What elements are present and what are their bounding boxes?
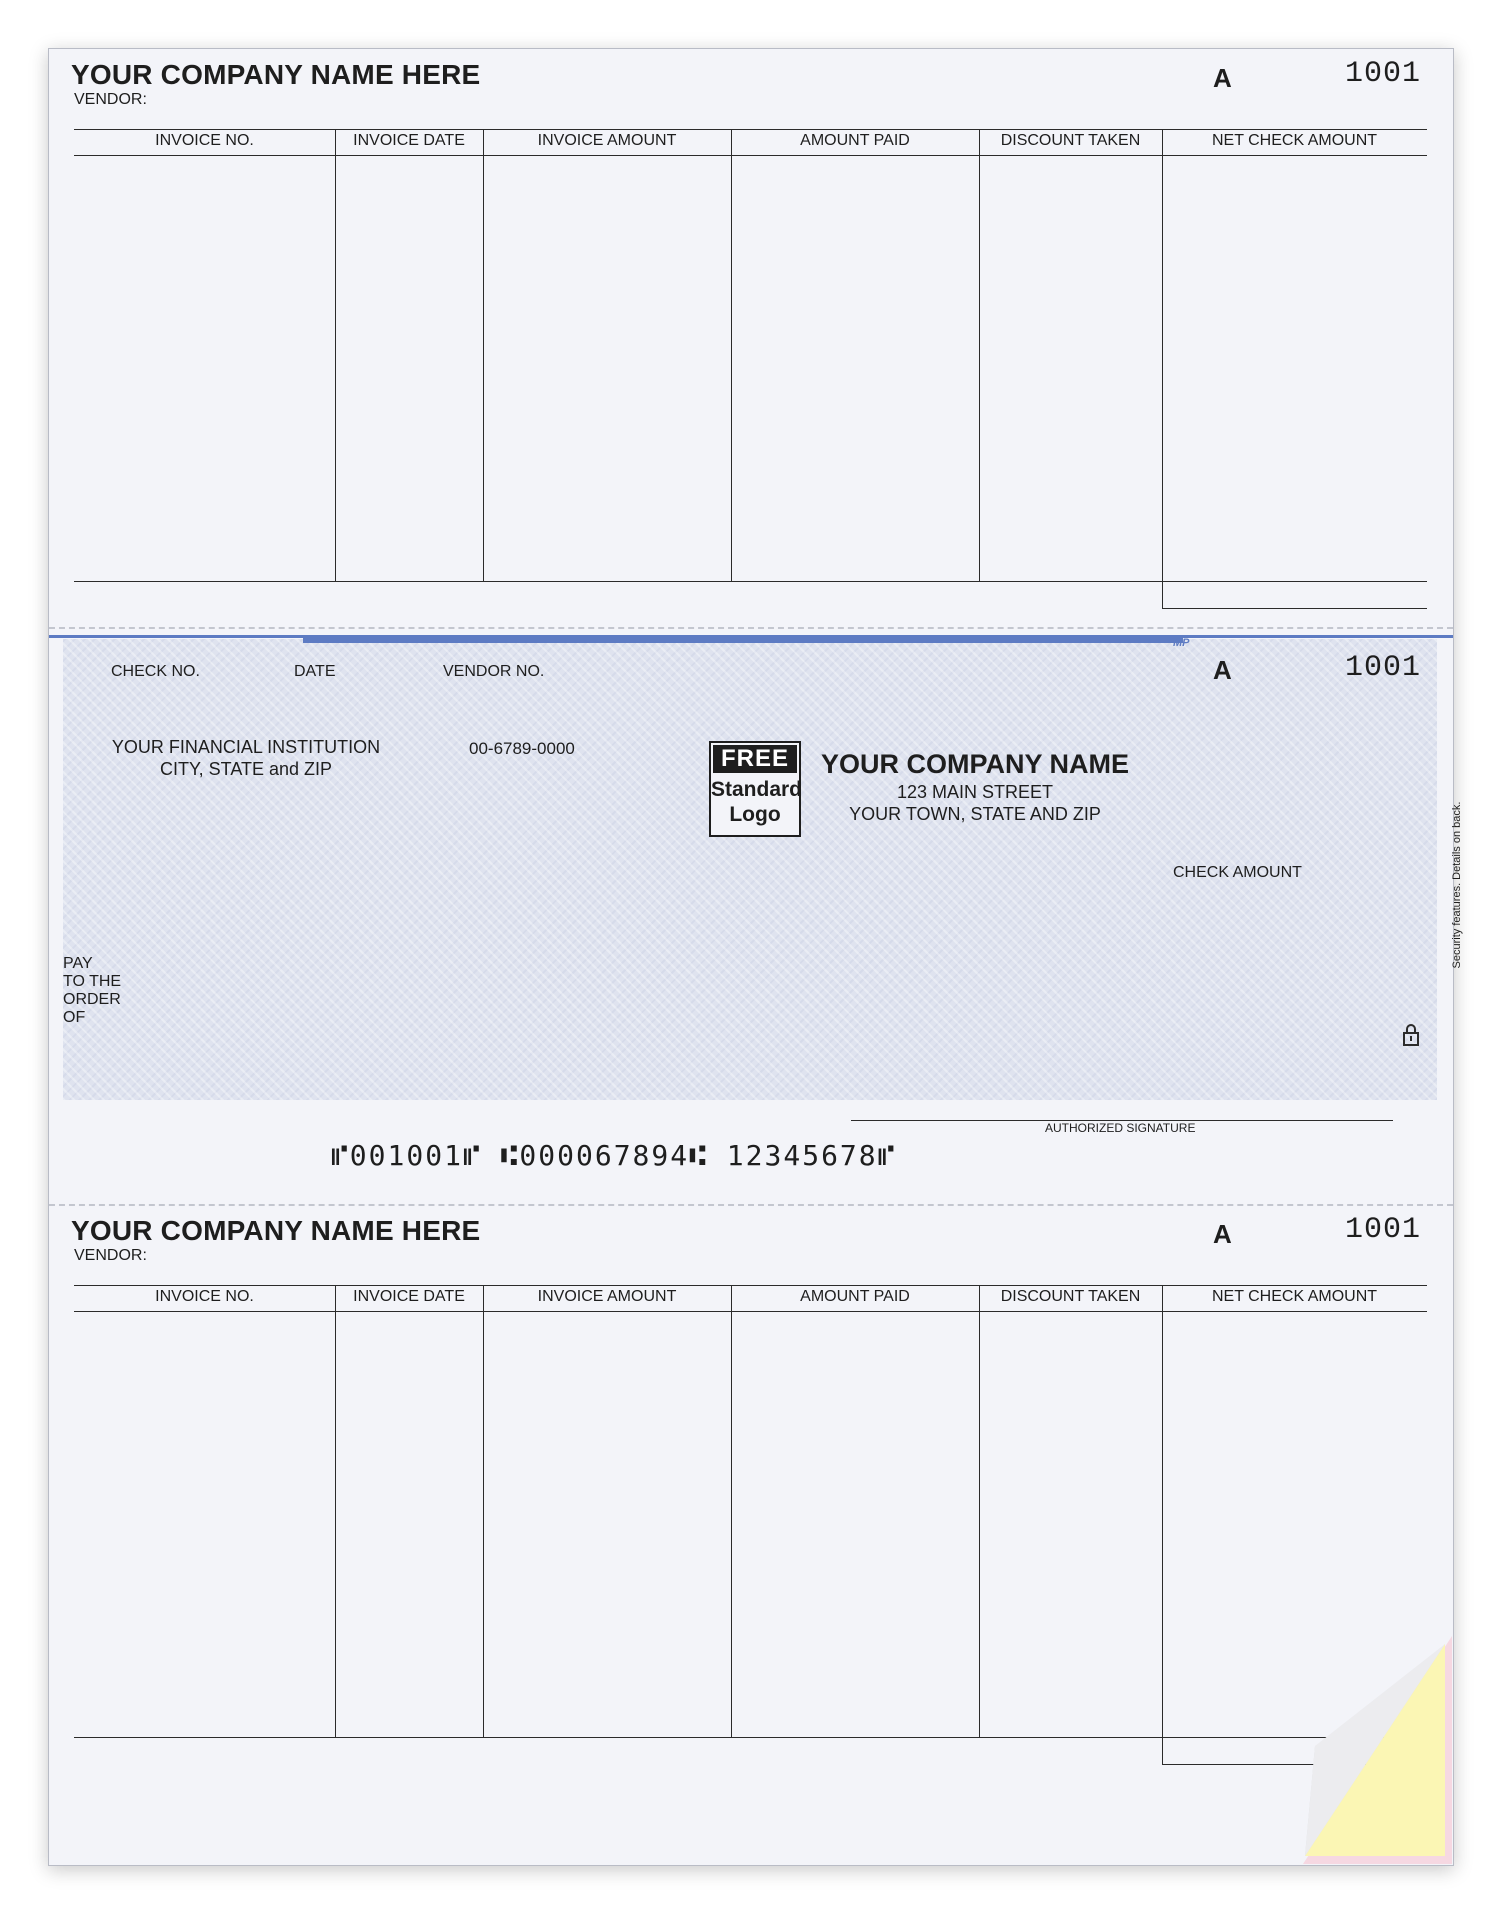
- col-header-discount-taken: DISCOUNT TAKEN: [1000, 1288, 1141, 1305]
- page-curl: [1285, 1636, 1452, 1864]
- check-face: [63, 637, 1437, 1135]
- bank-city: CITY, STATE and ZIP: [159, 759, 333, 779]
- vendor-no-label: VENDOR NO.: [443, 663, 545, 680]
- invoice-table: [74, 129, 1427, 604]
- stub-vendor-label: VENDOR:: [74, 91, 147, 108]
- col-header-amount-paid: AMOUNT PAID: [800, 132, 910, 149]
- col-header-net-check-amount: NET CHECK AMOUNT: [1211, 132, 1378, 149]
- logo-text: [711, 777, 803, 827]
- col-header-invoice-no: INVOICE NO.: [155, 132, 254, 149]
- stub-vendor-label: VENDOR:: [74, 1247, 147, 1264]
- logo-text-line1: Standard: [711, 778, 803, 801]
- check-form-page: [48, 48, 1463, 1866]
- check-number: 1001: [1345, 651, 1422, 685]
- mp-mark: MP: [1173, 637, 1190, 649]
- check-amount-label: CHECK AMOUNT: [1173, 864, 1302, 881]
- perforation-line: [49, 627, 1453, 629]
- col-header-net-check-amount: NET CHECK AMOUNT: [1211, 1288, 1378, 1305]
- check-form-letter: A: [1213, 655, 1232, 685]
- accent-band: [303, 637, 1183, 643]
- check-company-street: 123 MAIN STREET: [896, 782, 1054, 802]
- stub-company-name: YOUR COMPANY NAME HERE: [71, 1215, 481, 1246]
- col-header-invoice-amount: INVOICE AMOUNT: [537, 1288, 677, 1305]
- logo-text-line2: Logo: [729, 803, 781, 826]
- invoice-table: [74, 1285, 1427, 1760]
- fraction-code: 00-6789-0000: [469, 739, 575, 758]
- stub-check-number: 1001: [1345, 1213, 1422, 1247]
- col-header-invoice-amount: INVOICE AMOUNT: [537, 132, 677, 149]
- col-header-invoice-no: INVOICE NO.: [155, 1288, 254, 1305]
- bank-name: YOUR FINANCIAL INSTITUTION: [111, 737, 381, 757]
- logo-placeholder: [709, 741, 801, 837]
- col-header-invoice-date: INVOICE DATE: [353, 132, 465, 149]
- perforation-line-lower: [49, 1204, 1453, 1206]
- col-header-discount-taken: DISCOUNT TAKEN: [1000, 132, 1141, 149]
- stub-company-name: YOUR COMPANY NAME HERE: [71, 59, 481, 90]
- col-header-amount-paid: AMOUNT PAID: [800, 1288, 910, 1305]
- date-label: DATE: [294, 663, 336, 680]
- stub-form-letter: A: [1213, 63, 1232, 93]
- security-note: Security features. Details on back.: [1451, 801, 1463, 969]
- signature-label: AUTHORIZED SIGNATURE: [1045, 1121, 1196, 1135]
- check-no-label: CHECK NO.: [111, 663, 200, 680]
- stub-check-number: 1001: [1345, 57, 1422, 91]
- logo-free-label: FREE: [713, 745, 797, 773]
- check-company-city: YOUR TOWN, STATE AND ZIP: [849, 804, 1101, 824]
- check-company-name: YOUR COMPANY NAME: [820, 749, 1130, 779]
- lock-icon: [1403, 1023, 1419, 1047]
- stub-form-letter: A: [1213, 1219, 1232, 1249]
- micr-line: ⑈001001⑈ ⑆000067894⑆ 12345678⑈: [331, 1139, 897, 1172]
- pay-to-the-order-label: PAY TO THE ORDER OF: [63, 955, 122, 1026]
- col-header-invoice-date: INVOICE DATE: [353, 1288, 465, 1305]
